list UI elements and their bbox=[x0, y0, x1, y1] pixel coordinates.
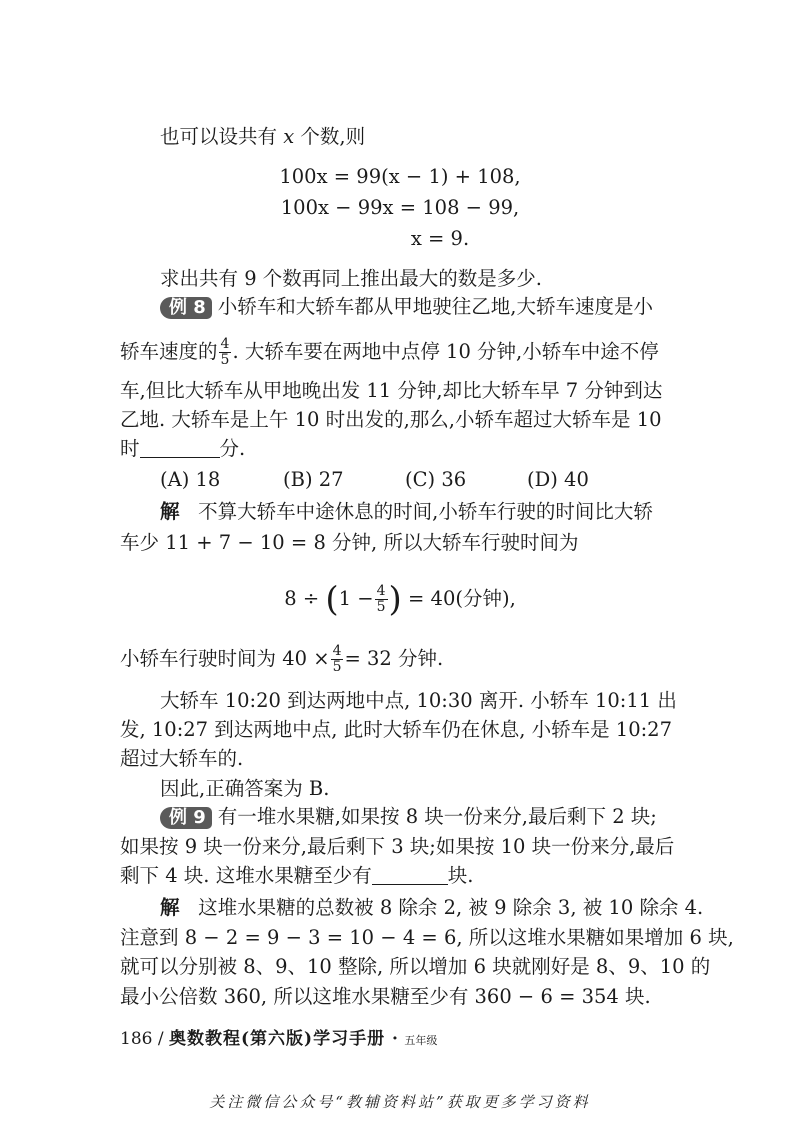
example-8-text: 时 bbox=[120, 437, 140, 460]
solution-text: = 32 分钟. bbox=[344, 647, 444, 670]
solution-text: 不算大轿车中途休息的时间,小轿车行驶的时间比大轿 bbox=[198, 500, 653, 523]
example-8-badge: 例 8 bbox=[160, 297, 212, 319]
right-paren: ) bbox=[388, 579, 402, 620]
answer-blank bbox=[140, 439, 220, 458]
left-paren: ( bbox=[325, 579, 339, 620]
fraction-four-fifths bbox=[331, 644, 344, 675]
equation-2: 100x − 99x = 108 − 99, bbox=[280, 196, 520, 219]
fraction-denominator: 5 bbox=[220, 352, 230, 368]
example-9-badge: 例 9 bbox=[160, 807, 212, 829]
watermark-text: 关注微信公众号“教辅资料站”获取更多学习资料 bbox=[209, 1093, 591, 1111]
equation-1: 100x = 99(x − 1) + 108, bbox=[279, 165, 521, 188]
equation-3: x = 9. bbox=[410, 227, 470, 250]
choice-b: (B) 27 bbox=[283, 468, 344, 491]
solution-8-para2-line-1: 大轿车 10:20 到达两地中点, 10:30 离开. 小轿车 10:11 出 bbox=[160, 689, 677, 712]
solution-8-formula bbox=[200, 579, 600, 620]
solution-8-para2-line-2: 发, 10:27 到达两地中点, 此时大轿车仍在休息, 小轿车是 10:27 bbox=[120, 718, 672, 741]
example-9-text: 剩下 4 块. 这堆水果糖至少有 bbox=[120, 864, 372, 887]
fraction-numerator: 4 bbox=[332, 643, 342, 659]
intro-line bbox=[160, 124, 365, 150]
intro-text-end: 个数,则 bbox=[300, 125, 366, 148]
grade-label: 五年级 bbox=[404, 1034, 438, 1047]
fraction-four-fifths bbox=[219, 337, 232, 368]
fraction-four-fifths bbox=[375, 584, 388, 615]
solution-8-line-1 bbox=[160, 499, 653, 525]
solution-text: 小轿车行驶时间为 40 × bbox=[120, 647, 330, 670]
fraction-numerator: 4 bbox=[376, 583, 386, 599]
after-equation-text: 求出共有 9 个数再同上推出最大的数是多少. bbox=[160, 267, 543, 290]
example-9-text: 块. bbox=[447, 864, 474, 887]
formula-text: = 40(分钟), bbox=[408, 587, 516, 610]
intro-variable: x bbox=[283, 125, 295, 148]
example-8-line-4: 乙地. 大轿车是上午 10 时出发的,那么,小轿车超过大轿车是 10 bbox=[120, 408, 662, 431]
choice-a: (A) 18 bbox=[160, 468, 221, 491]
formula-text: 1 − bbox=[338, 587, 374, 610]
intro-text: 也可以设共有 bbox=[160, 125, 278, 148]
example-8-line-3: 车,但比大轿车从甲地晚出发 11 分钟,却比大轿车早 7 分钟到达 bbox=[120, 379, 663, 402]
fraction-denominator: 5 bbox=[332, 659, 342, 675]
answer-blank bbox=[372, 866, 448, 885]
example-8-text: . 大轿车要在两地中点停 10 分钟,小轿车中途不停 bbox=[232, 340, 659, 363]
example-9-line-3 bbox=[120, 863, 473, 889]
example-8-line-2 bbox=[120, 337, 659, 368]
solution-8-conclusion: 因此,正确答案为 B. bbox=[160, 777, 330, 800]
fraction-denominator: 5 bbox=[376, 599, 386, 615]
book-title: 奥数教程(第六版)学习手册 · bbox=[169, 1029, 399, 1049]
example-8-line-1 bbox=[160, 294, 653, 320]
example-8-text: 轿车速度的 bbox=[120, 340, 218, 363]
solution-text: 这堆水果糖的总数被 8 除余 2, 被 9 除余 3, 被 10 除余 4. bbox=[198, 896, 704, 919]
page-number: 186 / bbox=[120, 1029, 164, 1049]
example-9-line-2: 如果按 9 块一份来分,最后剩下 3 块;如果按 10 块一份来分,最后 bbox=[120, 835, 675, 858]
page-footer bbox=[120, 1024, 437, 1049]
example-9-text: 有一堆水果糖,如果按 8 块一份来分,最后剩下 2 块; bbox=[217, 805, 657, 828]
example-8-line-5 bbox=[120, 436, 245, 462]
solution-8-line-2: 车少 11 + 7 − 10 = 8 分钟, 所以大轿车行驶时间为 bbox=[120, 531, 579, 554]
solution-9-line-3: 就可以分别被 8、9、10 整除, 所以增加 6 块就刚好是 8、9、10 的 bbox=[120, 955, 711, 978]
solution-9-line-4: 最小公倍数 360, 所以这堆水果糖至少有 360 − 6 = 354 块. bbox=[120, 985, 651, 1008]
example-9-line-1 bbox=[160, 804, 657, 830]
formula-text: 8 ÷ bbox=[284, 587, 320, 610]
fraction-numerator: 4 bbox=[220, 336, 230, 352]
example-8-text: 小轿车和大轿车都从甲地驶往乙地,大轿车速度是小 bbox=[217, 295, 653, 318]
solution-9-line-2: 注意到 8 − 2 = 9 − 3 = 10 − 4 = 6, 所以这堆水果糖如果增加 6 块, bbox=[120, 926, 734, 949]
example-8-text: 分. bbox=[219, 437, 246, 460]
solution-label: 解 bbox=[160, 500, 180, 523]
solution-8-line-3 bbox=[120, 644, 443, 675]
solution-9-line-1 bbox=[160, 895, 703, 921]
choice-d: (D) 40 bbox=[527, 468, 589, 491]
choice-c: (C) 36 bbox=[405, 468, 467, 491]
solution-label: 解 bbox=[160, 896, 180, 919]
solution-8-para2-line-3: 超过大轿车的. bbox=[120, 747, 244, 770]
